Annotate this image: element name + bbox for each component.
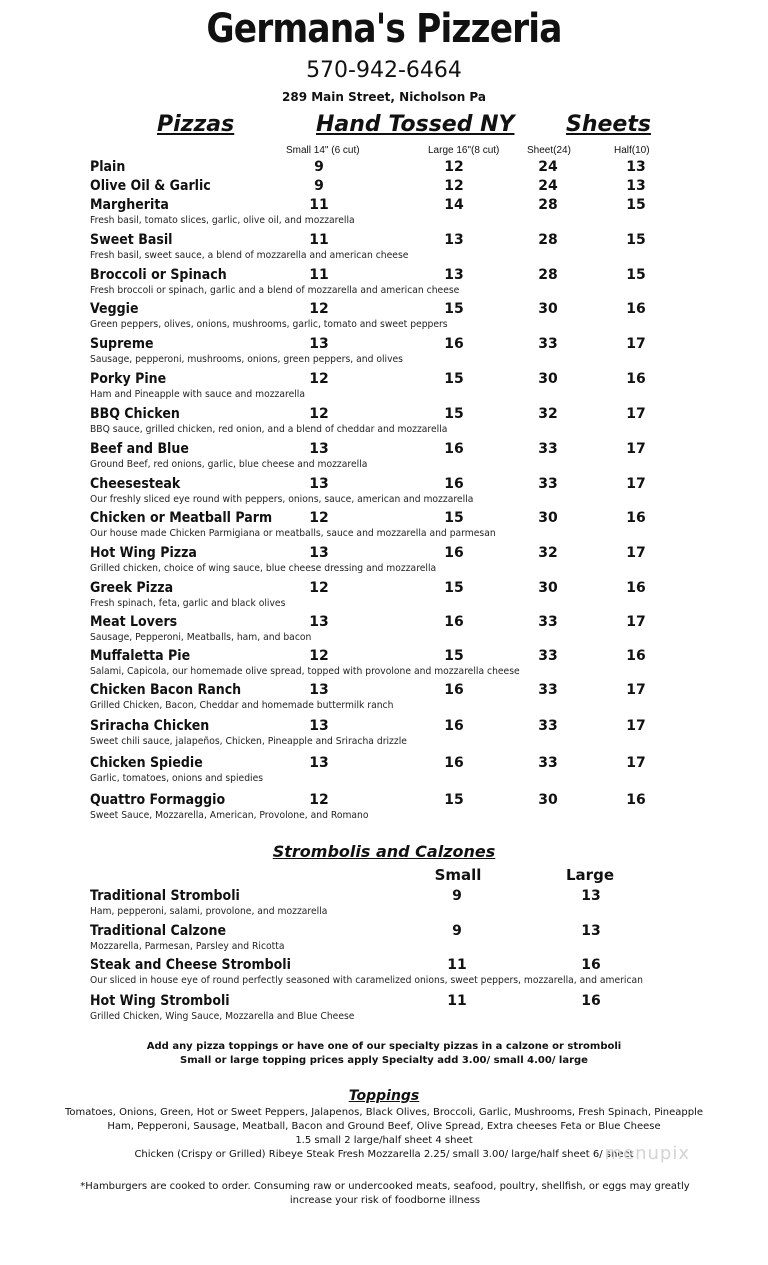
- price-sheet: 30: [538, 510, 558, 526]
- price-sheet: 32: [538, 545, 558, 561]
- price-sheet: 30: [538, 580, 558, 596]
- phone-number: 570-942-6464: [306, 58, 462, 83]
- price-large: 16: [444, 441, 464, 457]
- pizza-name: Muffaletta Pie: [90, 648, 191, 664]
- price-sheet: 33: [538, 718, 558, 734]
- col-half-header: Half(10): [614, 145, 650, 156]
- pizza-description: Fresh broccoli or spinach, garlic and a blend of mozzarella and american cheese: [90, 285, 460, 296]
- stromboli-col-small: Small: [434, 866, 482, 884]
- price-large: 12: [444, 159, 464, 175]
- toppings-line-1: Tomatoes, Onions, Green, Hot or Sweet Peppers, Jalapenos, Black Olives, Broccoli, Garlic, Mushrooms, Fresh Spinach, Pineapple: [64, 1107, 704, 1118]
- stromboli-note-1: Add any pizza toppings or have one of our specialty pizzas in a calzone or stromboli: [146, 1041, 622, 1052]
- stromboli-price-large: 13: [581, 923, 601, 939]
- price-sheet: 28: [538, 197, 558, 213]
- pizza-name: Chicken Bacon Ranch: [90, 682, 242, 698]
- stromboli-name: Hot Wing Stromboli: [90, 993, 230, 1009]
- price-half: 16: [626, 301, 646, 317]
- price-half: 17: [626, 682, 646, 698]
- price-large: 15: [444, 371, 464, 387]
- disclaimer: *Hamburgers are cooked to order. Consuming raw or undercooked meats, seafood, poultry, shellfish, or eggs may greatly increase your risk of foodborne illness: [80, 1181, 690, 1206]
- price-half: 17: [626, 476, 646, 492]
- price-half: 16: [626, 371, 646, 387]
- pizza-description: BBQ sauce, grilled chicken, red onion, and a blend of cheddar and mozzarella: [90, 424, 448, 435]
- pizza-name: Meat Lovers: [90, 614, 178, 630]
- stromboli-col-large: Large: [566, 866, 614, 884]
- stromboli-description: Grilled Chicken, Wing Sauce, Mozzarella and Blue Cheese: [90, 1011, 355, 1022]
- price-small: 12: [309, 406, 329, 422]
- stromboli-price-large: 16: [581, 993, 601, 1009]
- pizza-name: Chicken or Meatball Parm: [90, 510, 273, 526]
- stromboli-name: Steak and Cheese Stromboli: [90, 957, 291, 973]
- pizza-name: Chicken Spiedie: [90, 755, 203, 771]
- price-large: 15: [444, 510, 464, 526]
- price-half: 16: [626, 648, 646, 664]
- toppings-line-2: Ham, Pepperoni, Sausage, Meatball, Bacon and Ground Beef, Olive Spread, Extra cheeses Feta or Blue Cheese: [107, 1121, 661, 1132]
- price-large: 16: [444, 718, 464, 734]
- price-half: 17: [626, 441, 646, 457]
- pizza-description: Ham and Pineapple with sauce and mozzarella: [90, 389, 305, 400]
- price-large: 13: [444, 267, 464, 283]
- price-sheet: 33: [538, 441, 558, 457]
- price-large: 16: [444, 755, 464, 771]
- stromboli-name: Traditional Calzone: [90, 923, 227, 939]
- pizza-description: Grilled Chicken, Bacon, Cheddar and homemade buttermilk ranch: [90, 700, 394, 711]
- price-small: 13: [309, 614, 329, 630]
- stromboli-price-small: 11: [447, 993, 467, 1009]
- price-small: 11: [309, 267, 329, 283]
- price-half: 16: [626, 510, 646, 526]
- price-small: 13: [309, 682, 329, 698]
- stromboli-price-large: 16: [581, 957, 601, 973]
- pizza-description: Ground Beef, red onions, garlic, blue cheese and mozzarella: [90, 459, 368, 470]
- price-large: 14: [444, 197, 464, 213]
- price-half: 16: [626, 792, 646, 808]
- restaurant-title: Germana's Pizzeria: [206, 6, 562, 52]
- sheets-header: Sheets: [566, 112, 651, 137]
- price-sheet: 33: [538, 336, 558, 352]
- price-sheet: 24: [538, 159, 558, 175]
- pizza-description: Garlic, tomatoes, onions and spiedies: [90, 773, 264, 784]
- price-large: 13: [444, 232, 464, 248]
- stromboli-name: Traditional Stromboli: [90, 888, 240, 904]
- pizza-description: Our freshly sliced eye round with peppers, onions, sauce, american and mozzarella: [90, 494, 474, 505]
- price-sheet: 33: [538, 648, 558, 664]
- pizza-name: Veggie: [90, 301, 139, 317]
- toppings-line-4: Chicken (Crispy or Grilled) Ribeye Steak Fresh Mozzarella 2.25/ small 3.00/ large/half sheet 6/ sheet: [134, 1149, 634, 1160]
- pizza-name: Olive Oil & Garlic: [90, 178, 211, 194]
- price-sheet: 24: [538, 178, 558, 194]
- price-small: 12: [309, 301, 329, 317]
- pizza-name: Supreme: [90, 336, 154, 352]
- pizza-name: Hot Wing Pizza: [90, 545, 197, 561]
- pizza-description: Sausage, pepperoni, mushrooms, onions, green peppers, and olives: [90, 354, 403, 365]
- pizza-name: Margherita: [90, 197, 169, 213]
- price-small: 13: [309, 336, 329, 352]
- price-small: 12: [309, 648, 329, 664]
- price-sheet: 33: [538, 755, 558, 771]
- pizza-name: BBQ Chicken: [90, 406, 180, 422]
- price-sheet: 32: [538, 406, 558, 422]
- pizza-name: Greek Pizza: [90, 580, 174, 596]
- stromboli-price-small: 9: [452, 888, 462, 904]
- pizza-description: Sweet chili sauce, jalapeños, Chicken, Pineapple and Sriracha drizzle: [90, 736, 407, 747]
- price-large: 16: [444, 336, 464, 352]
- price-half: 13: [626, 159, 646, 175]
- price-small: 12: [309, 510, 329, 526]
- stromboli-price-large: 13: [581, 888, 601, 904]
- price-half: 15: [626, 197, 646, 213]
- price-small: 11: [309, 197, 329, 213]
- pizza-name: Sriracha Chicken: [90, 718, 210, 734]
- watermark: menupix: [604, 1143, 690, 1164]
- price-half: 17: [626, 718, 646, 734]
- pizza-description: Fresh basil, tomato slices, garlic, olive oil, and mozzarella: [90, 215, 355, 226]
- price-small: 13: [309, 718, 329, 734]
- pizza-name: Broccoli or Spinach: [90, 267, 227, 283]
- price-small: 13: [309, 755, 329, 771]
- price-sheet: 30: [538, 301, 558, 317]
- stromboli-price-small: 11: [447, 957, 467, 973]
- pizza-name: Porky Pine: [90, 371, 167, 387]
- stromboli-note-2: Small or large topping prices apply Specialty add 3.00/ small 4.00/ large: [180, 1055, 588, 1066]
- pizzas-header: Pizzas: [157, 112, 235, 137]
- price-small: 9: [314, 159, 324, 175]
- price-half: 17: [626, 545, 646, 561]
- price-half: 16: [626, 580, 646, 596]
- col-sheet-header: Sheet(24): [527, 145, 571, 156]
- price-large: 16: [444, 682, 464, 698]
- price-half: 13: [626, 178, 646, 194]
- pizza-description: Fresh basil, sweet sauce, a blend of mozzarella and american cheese: [90, 250, 409, 261]
- price-large: 16: [444, 614, 464, 630]
- price-large: 16: [444, 476, 464, 492]
- price-small: 11: [309, 232, 329, 248]
- price-sheet: 33: [538, 682, 558, 698]
- price-sheet: 28: [538, 267, 558, 283]
- price-large: 15: [444, 580, 464, 596]
- price-half: 17: [626, 336, 646, 352]
- address: 289 Main Street, Nicholson Pa: [282, 90, 486, 104]
- price-sheet: 30: [538, 792, 558, 808]
- stromboli-description: Ham, pepperoni, salami, provolone, and mozzarella: [90, 906, 328, 917]
- pizza-description: Fresh spinach, feta, garlic and black olives: [90, 598, 286, 609]
- price-small: 12: [309, 580, 329, 596]
- price-large: 15: [444, 792, 464, 808]
- stromboli-description: Mozzarella, Parmesan, Parsley and Ricotta: [90, 941, 285, 952]
- col-large-header: Large 16"(8 cut): [428, 145, 500, 156]
- pizza-name: Plain: [90, 159, 126, 175]
- pizza-name: Quattro Formaggio: [90, 792, 226, 808]
- price-large: 16: [444, 545, 464, 561]
- toppings-line-3: 1.5 small 2 large/half sheet 4 sheet: [295, 1135, 473, 1146]
- pizza-description: Sausage, Pepperoni, Meatballs, ham, and bacon: [90, 632, 312, 643]
- price-half: 17: [626, 614, 646, 630]
- price-small: 13: [309, 476, 329, 492]
- pizza-description: Our house made Chicken Parmigiana or meatballs, sauce and mozzarella and parmesan: [90, 528, 496, 539]
- price-small: 12: [309, 792, 329, 808]
- price-small: 9: [314, 178, 324, 194]
- pizza-name: Sweet Basil: [90, 232, 173, 248]
- pizza-description: Salami, Capicola, our homemade olive spread, topped with provolone and mozzarella cheese: [90, 666, 520, 677]
- price-large: 15: [444, 301, 464, 317]
- toppings-header: Toppings: [348, 1088, 420, 1104]
- price-small: 12: [309, 371, 329, 387]
- strombolis-header: Strombolis and Calzones: [272, 842, 496, 861]
- price-small: 13: [309, 441, 329, 457]
- pizza-description: Sweet Sauce, Mozzarella, American, Provolone, and Romano: [90, 810, 369, 821]
- pizza-name: Beef and Blue: [90, 441, 189, 457]
- price-sheet: 30: [538, 371, 558, 387]
- price-sheet: 33: [538, 476, 558, 492]
- price-half: 17: [626, 406, 646, 422]
- price-half: 17: [626, 755, 646, 771]
- hand-tossed-header: Hand Tossed NY: [316, 112, 515, 137]
- pizza-description: Grilled chicken, choice of wing sauce, blue cheese dressing and mozzarella: [90, 563, 437, 574]
- price-half: 15: [626, 267, 646, 283]
- pizza-name: Cheesesteak: [90, 476, 181, 492]
- price-sheet: 28: [538, 232, 558, 248]
- price-small: 13: [309, 545, 329, 561]
- price-half: 15: [626, 232, 646, 248]
- stromboli-price-small: 9: [452, 923, 462, 939]
- price-large: 15: [444, 406, 464, 422]
- col-small-header: Small 14" (6 cut): [286, 145, 360, 156]
- price-sheet: 33: [538, 614, 558, 630]
- pizza-description: Green peppers, olives, onions, mushrooms, garlic, tomato and sweet peppers: [90, 319, 448, 330]
- stromboli-description: Our sliced in house eye of round perfectly seasoned with caramelized onions, sweet peppers, mozzarella, and american: [90, 975, 643, 986]
- price-large: 15: [444, 648, 464, 664]
- price-large: 12: [444, 178, 464, 194]
